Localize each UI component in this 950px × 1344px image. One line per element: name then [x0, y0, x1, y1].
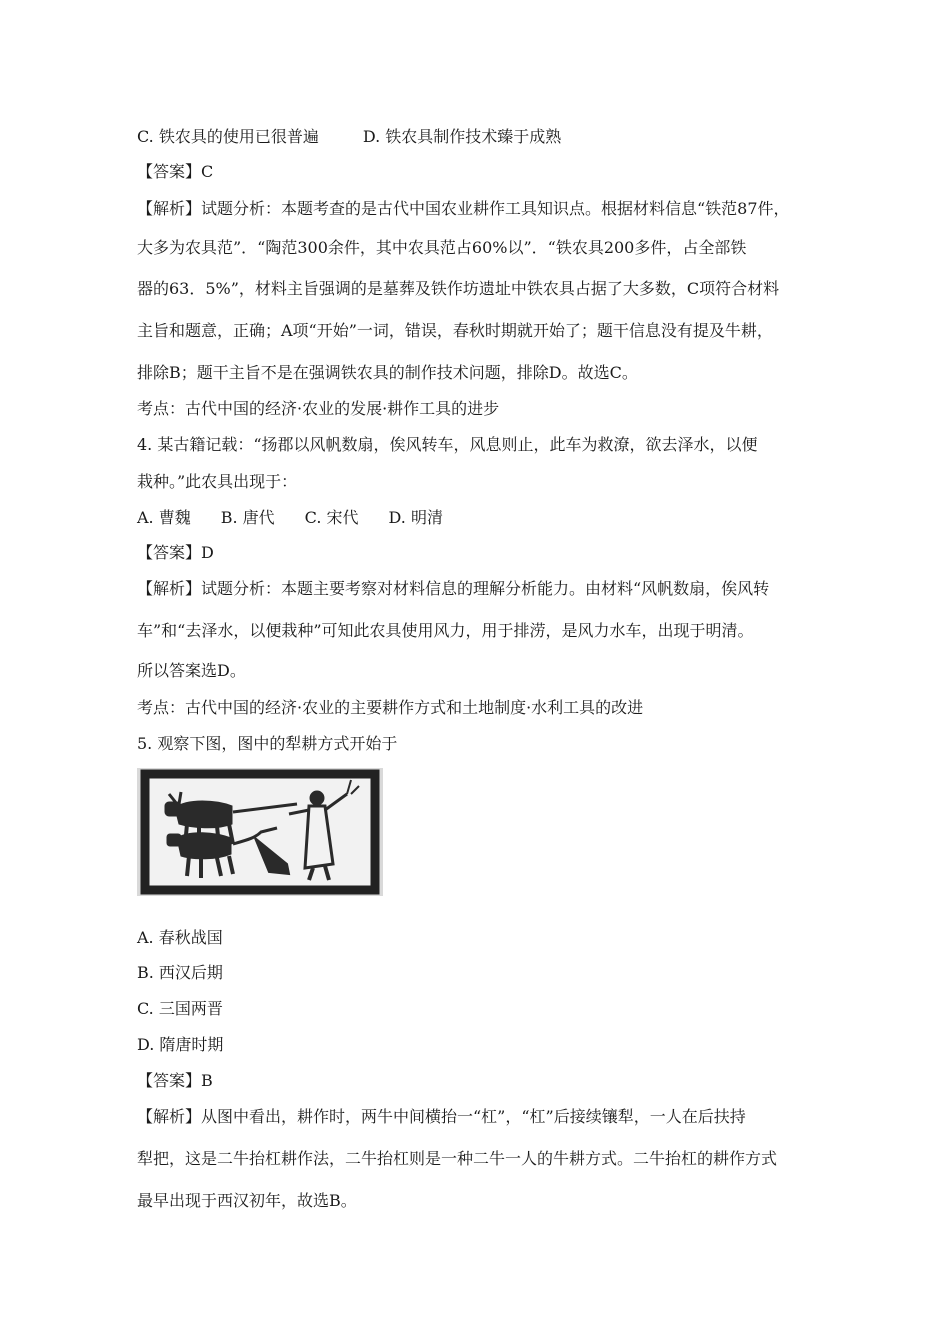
- analysis-line: 主旨和题意，正确；A项“开始”一词，错误，春秋时期就开始了；题干信息没有提及牛耕，: [137, 321, 773, 340]
- ox-plowing-image: [137, 768, 383, 896]
- analysis-line: 【解析】试题分析：本题主要考察对材料信息的理解分析能力。由材料“风帆数扇，俟风转: [137, 579, 770, 598]
- analysis-line: 所以答案选D。: [137, 661, 246, 680]
- option-c: C. 铁农具的使用已很普遍: [137, 127, 319, 146]
- analysis-line: 【解析】试题分析：本题考查的是古代中国农业耕作工具知识点。根据材料信息“铁范87件，: [137, 199, 790, 218]
- option-d: D. 铁农具制作技术臻于成熟: [362, 127, 562, 146]
- option-d: D. 隋唐时期: [137, 1035, 224, 1054]
- question-stem: 4. 某古籍记载：“扬郡以风帆数扇，俟风转车，风息则止，此车为救潦，欲去泽水，以便: [137, 435, 758, 454]
- knowledge-point: 考点：古代中国的经济·农业的发展·耕作工具的进步: [137, 399, 500, 418]
- analysis-line: 最早出现于西汉初年，故选B。: [137, 1191, 357, 1210]
- option-c: C. 三国两晋: [137, 999, 223, 1018]
- option-c: C. 宋代: [304, 508, 359, 527]
- option-d: D. 明清: [388, 508, 443, 527]
- analysis-line: 车”和“去泽水，以便栽种”可知此农具使用风力，用于排涝，是风力水车，出现于明清。: [137, 621, 754, 640]
- answer-label: 【答案】B: [137, 1071, 213, 1090]
- option-b: B. 唐代: [220, 508, 275, 527]
- analysis-line: 犁把，这是二牛抬杠耕作法，二牛抬杠则是一种二牛一人的牛耕方式。二牛抬杠的耕作方式: [137, 1149, 778, 1168]
- analysis-line: 大多为农具范”．“陶范300余件，其中农具范占60%以”．“铁农具200多件，占全部铁: [137, 238, 747, 257]
- question-stem: 5. 观察下图，图中的犁耕方式开始于: [137, 734, 398, 753]
- answer-label: 【答案】D: [137, 543, 214, 562]
- q3-options-cd: [137, 126, 561, 148]
- option-a: A. 曹魏: [137, 508, 191, 527]
- analysis-line: 器的63．5%”，材料主旨强调的是墓葬及铁作坊遗址中铁农具占据了大多数，C项符合材料: [137, 279, 780, 298]
- option-a: A. 春秋战国: [137, 928, 223, 947]
- option-b: B. 西汉后期: [137, 963, 223, 982]
- analysis-line: 排除B；题干主旨不是在强调铁农具的制作技术问题，排除D。故选C。: [137, 363, 638, 382]
- analysis-line: 【解析】从图中看出，耕作时，两牛中间横抬一“杠”，“杠”后接续镶犁，一人在后扶持: [137, 1107, 746, 1126]
- answer-label: 【答案】C: [137, 162, 214, 181]
- knowledge-point: 考点：古代中国的经济·农业的主要耕作方式和土地制度·水利工具的改进: [137, 698, 644, 717]
- question-stem: 栽种。”此农具出现于：: [137, 472, 298, 491]
- q4-options: [137, 507, 443, 529]
